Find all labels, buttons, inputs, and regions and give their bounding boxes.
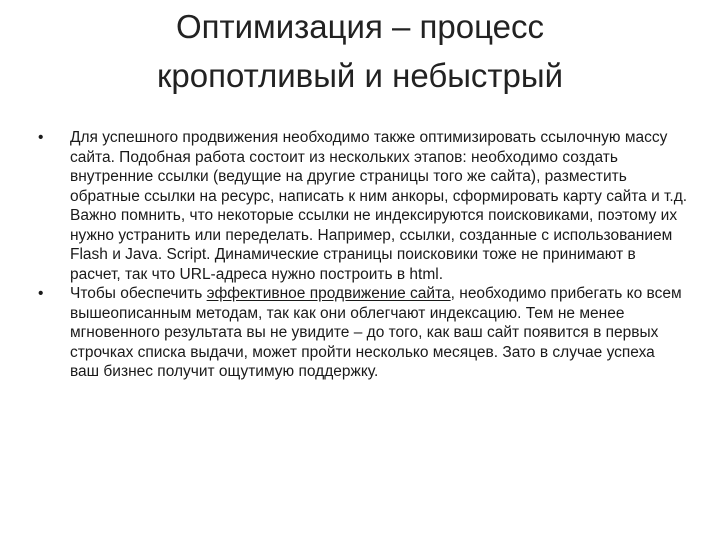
bullet-dot-icon: •: [38, 129, 44, 146]
bullet-text-1: Для успешного продвижения необходимо также оптимизировать ссылочную массу сайта. Подобная работа состоит из нескольких этапов: необходимо создать внутренние ссылки (ведущие на другие страницы того же сайта), разместить обратные ссылки на ресурс, написать к ним анкоры, сформировать карту сайта и т.д. Важно помнить, что некоторые ссылки не индексируются поисковиками, поэтому их нужно устранить или переделать. Например, ссылки, созданные с использованием Flash и Java. Script. Динамические страницы поисковики тоже не принимают в расчет, так что URL-адреса нужно построить в html.: [70, 129, 688, 283]
bullet-list: [38, 128, 688, 382]
bullet-item-2: [38, 284, 688, 382]
seo-promotion-link[interactable]: эффективное продвижение сайта: [206, 285, 451, 302]
bullet-dot-icon: •: [38, 285, 44, 302]
bullet-item-1: [38, 128, 688, 284]
bullet-text-2-before: Чтобы обеспечить: [70, 285, 207, 302]
bullet-text-2-after: , необходимо прибегать ко всем вышеописанным методам, так как они облегчают индексацию. Тем не менее мгновенного результата вы не увидите – до того, как ваш сайт появится в первых строчках списка выдачи, может пройти несколько месяцев. Зато в случае успеха ваш бизнес получит ощутимую поддержку.: [70, 285, 682, 380]
slide-title: [60, 2, 660, 100]
slide-title-line-2: кропотливый и небыстрый: [156, 57, 564, 94]
slide-title-line-1: Оптимизация – процесс: [175, 8, 545, 45]
